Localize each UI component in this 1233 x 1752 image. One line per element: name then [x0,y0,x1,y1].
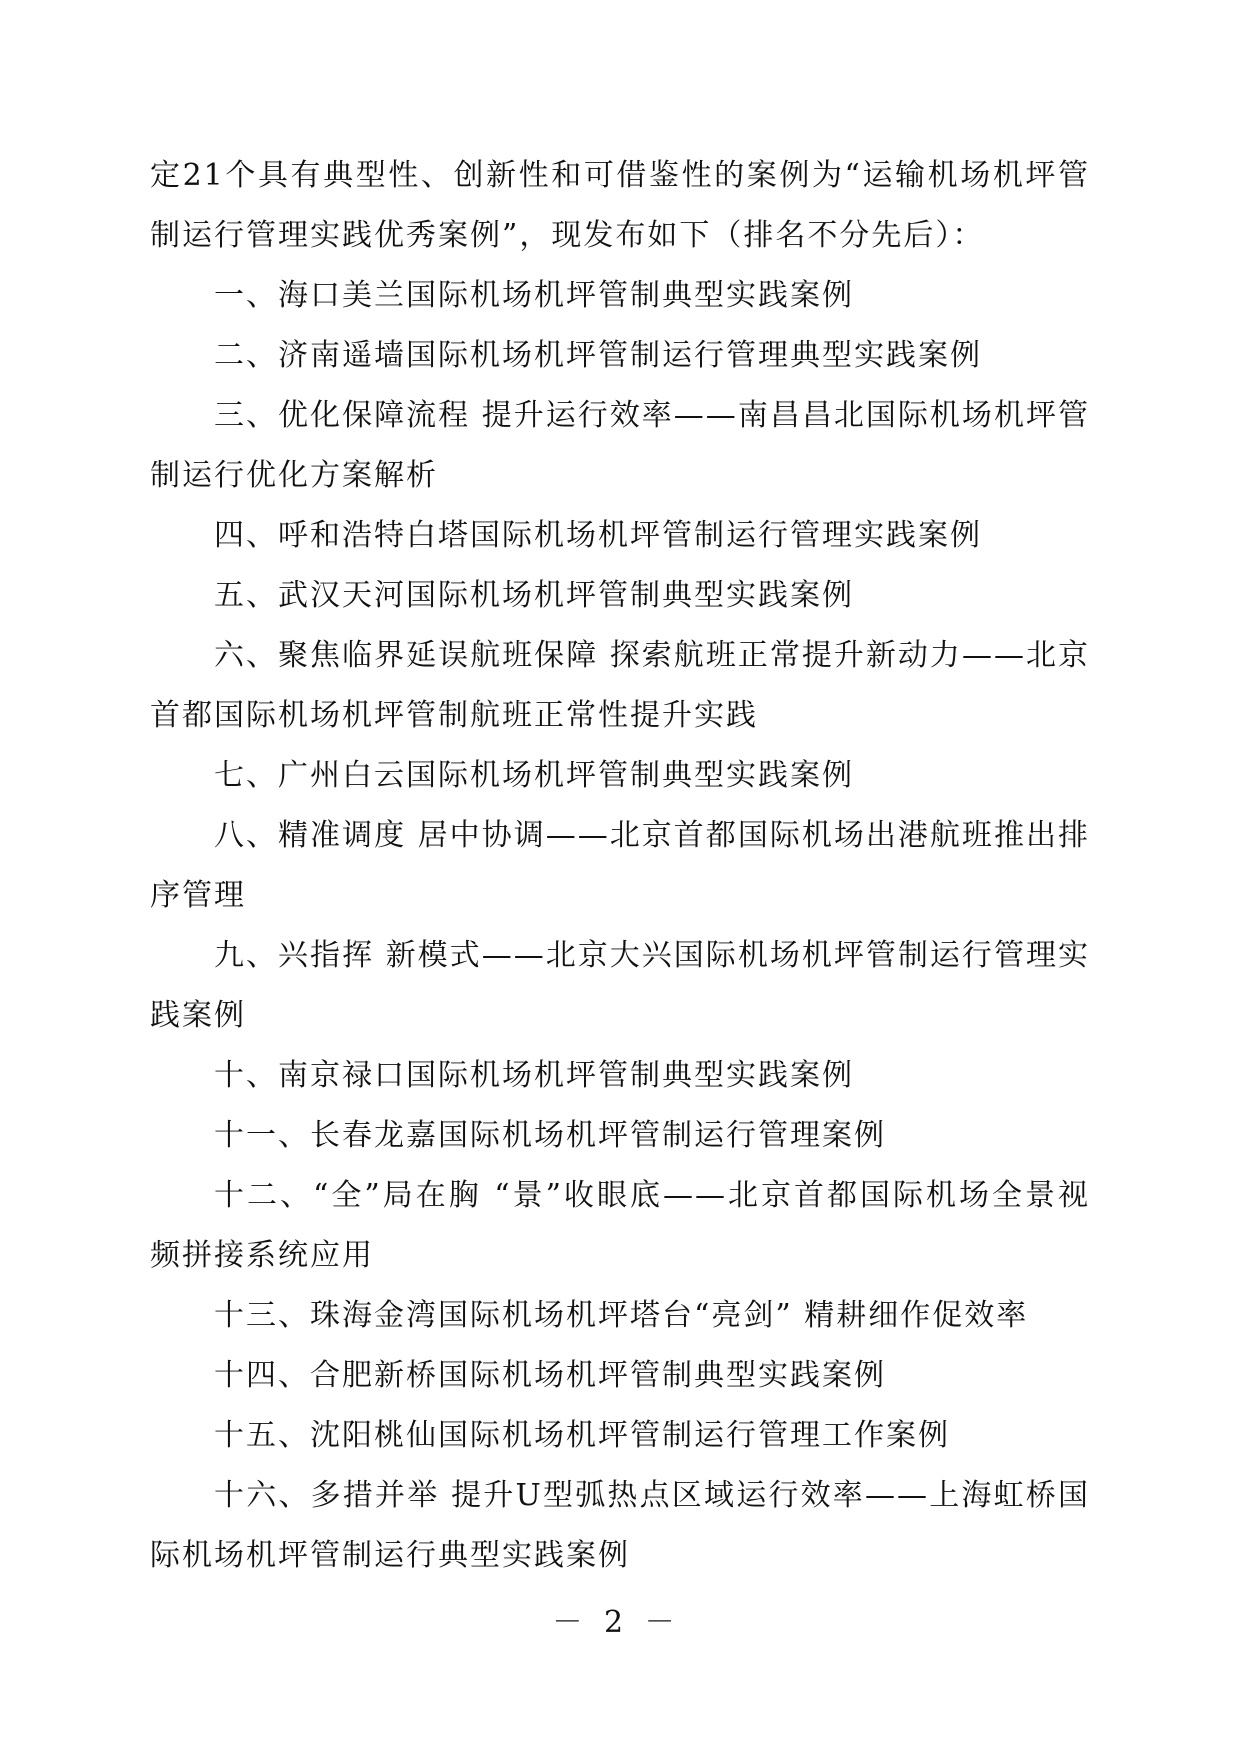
list-item-15: 十五、沈阳桃仙国际机场机坪管制运行管理工作案例 [214,1418,950,1453]
list-item-3: 三、优化保障流程 提升运行效率——南昌昌北国际机场机坪管制运行优化方案解析 [150,398,1090,493]
list-item-10: 十、南京禄口国际机场机坪管制典型实践案例 [214,1058,854,1093]
list-item-1: 一、海口美兰国际机场机坪管制典型实践案例 [214,278,854,313]
intro-paragraph: 定21个具有典型性、创新性和可借鉴性的案例为“运输机场机坪管制运行管理实践优秀案例”，现发布如下（排名不分先后）： [150,158,1090,253]
list-item-2: 二、济南遥墙国际机场机坪管制运行管理典型实践案例 [214,338,982,373]
list-item-14: 十四、合肥新桥国际机场机坪管制典型实践案例 [214,1358,886,1393]
list-item-16: 十六、多措并举 提升U型弧热点区域运行效率——上海虹桥国际机场机坪管制运行典型实践案例 [150,1478,1090,1573]
list-item-8: 八、精准调度 居中协调——北京首都国际机场出港航班推出排序管理 [150,818,1090,913]
list-item-7: 七、广州白云国际机场机坪管制典型实践案例 [214,758,854,793]
list-item-4: 四、呼和浩特白塔国际机场机坪管制运行管理实践案例 [214,518,982,553]
list-item-9: 九、兴指挥 新模式——北京大兴国际机场机坪管制运行管理实践案例 [150,938,1090,1033]
list-item-5: 五、武汉天河国际机场机坪管制典型实践案例 [214,578,854,613]
list-item-12: 十二、“全”局在胸 “景”收眼底——北京首都国际机场全景视频拼接系统应用 [150,1178,1090,1273]
page-number: － 2 － [552,1605,681,1640]
list-item-11: 十一、长春龙嘉国际机场机坪管制运行管理案例 [214,1118,886,1153]
list-item-13: 十三、珠海金湾国际机场机坪塔台“亮剑” 精耕细作促效率 [214,1298,1029,1333]
list-item-6: 六、聚焦临界延误航班保障 探索航班正常提升新动力——北京首都国际机场机坪管制航班正常性提升实践 [150,638,1090,733]
document-body [150,146,1090,1586]
